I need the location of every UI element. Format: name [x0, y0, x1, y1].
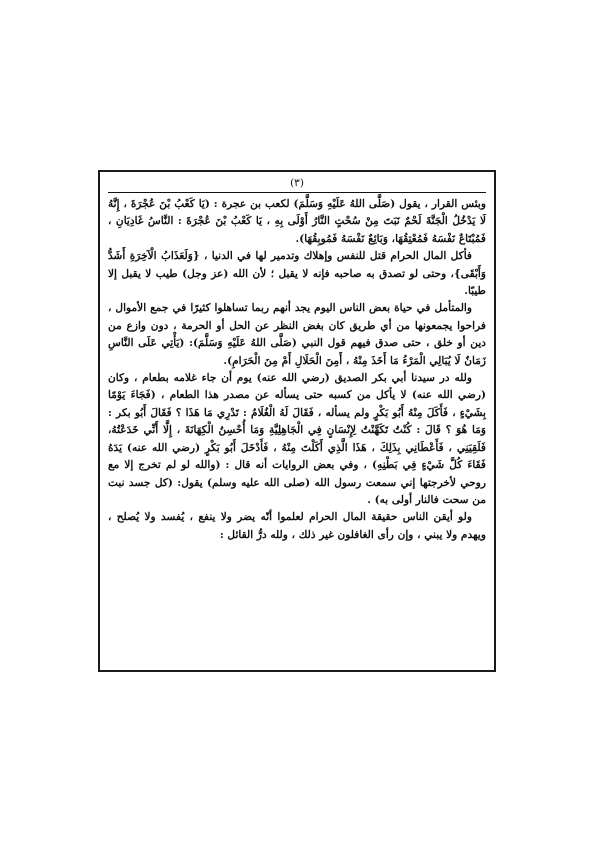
paragraph-5: ولو أيقن الناس حقيقة المال الحرام لعلموا أنّه يضر ولا ينفع ، يُفسد ولا يُصلح ، ويهدم ولا يبني ، وإن رأى الغافلون غير ذلك ، ولله درُّ القائل :: [108, 511, 486, 541]
paragraph-2: فأكل المال الحرام قتل للنفس وإهلاك وتدمير لها في الدنيا ، {وَلَعَذَابُ الْآخِرَةِ أَشَدُّ وَأَبْقَى}، وحتى لو تصدق به صاحبه فإنه لا يقبل ؛ لأن الله (عز وجل) طيب لا يقبل إلا طيبًا.: [108, 250, 486, 298]
header-rule: [108, 192, 486, 193]
page-frame: [98, 170, 496, 672]
paragraph-4: ولله در سيدنا أبي بكر الصديق (رضي الله عنه) يوم أن جاء غلامه بطعام ، وكان (رضي الله عنه) لا يأكل من كسبه حتى يسأله عن مصدر هذا الطعام ، (فَجَاءَ يَوْمًا بِشَيْءٍ ، فَأَكَلَ مِنْهُ أَبُو بَكْرٍ ولم يسأله ، فَقَالَ لَهُ الْغُلَامُ : تَدْرِي مَا هَذَا ؟ فَقَالَ أَبُو بكر : وَمَا هُوَ ؟ قَالَ : كُنْتُ تَكَهَّنْتُ لِإِنْسَانٍ فِي الْجَاهِلِيَّةِ وَمَا أُحْسِنُ الْكِهَانَةَ ، إِلَّا أَنِّي خَدَعْتُهُ، فَلَقِيَنِي ، فَأَعْطَانِي بِذَلِكَ ، هَذَا الَّذِي أَكَلْتَ مِنْهُ ، فَأَدْخَلَ أَبُو بَكْرٍ (رضي الله عنه) يَدَهُ فَقَاءَ كُلَّ شَيْءٍ فِي بَطْنِهِ) ، وفي بعض الروايات أنه قال : (والله لو لم تخرج إلا مع روحي لأخرجتها إني سمعت رسول الله (صلى الله عليه وسلم) يقول: (كل جسد نبت من سحت فالنار أولى به) .: [108, 372, 486, 506]
paragraph-3: والمتأمل في حياة بعض الناس اليوم يجد أنهم ربما تساهلوا كثيرًا في جمع الأموال ، فراحوا يجمعونها من أي طريق كان بغض النظر عن الحل أو الحرمة ، دون وازع من دين أو خلق ، حتى صدق فيهم قول النبي (صَلَّى اللهُ عَلَيْهِ وَسَلَّمَ): (يَأْتِي عَلَى النَّاسِ زَمَانٌ لَا يُبَالِي الْمَرْءُ مَا أَخَذَ مِنْهُ ، أَمِنَ الْحَلَالِ أَمْ مِنَ الْحَرَامِ).: [108, 302, 486, 367]
page-number: (٣): [290, 177, 304, 189]
paragraph-1: وبئس القرار ، يقول (صَلَّى اللهُ عَلَيْهِ وَسَلَّمَ) لكعب بن عجرة : (يَا كَعْبُ بْنَ عُجْرَةَ ، إِنَّهُ لَا يَدْخُلُ الْجَنَّةَ لَحْمٌ نَبَتَ مِنْ سُحْتٍ النَّارُ أَوْلَى بِهِ ، يَا كَعْبُ بْنَ عُجْرَةَ : النَّاسُ غَادِيَانِ ، فَمُبْتَاعٌ نَفْسَهُ فَمُعْتِقُهَا، وَبَائِعٌ نَفْسَهُ فَمُوبِقُهَا).: [108, 198, 486, 245]
